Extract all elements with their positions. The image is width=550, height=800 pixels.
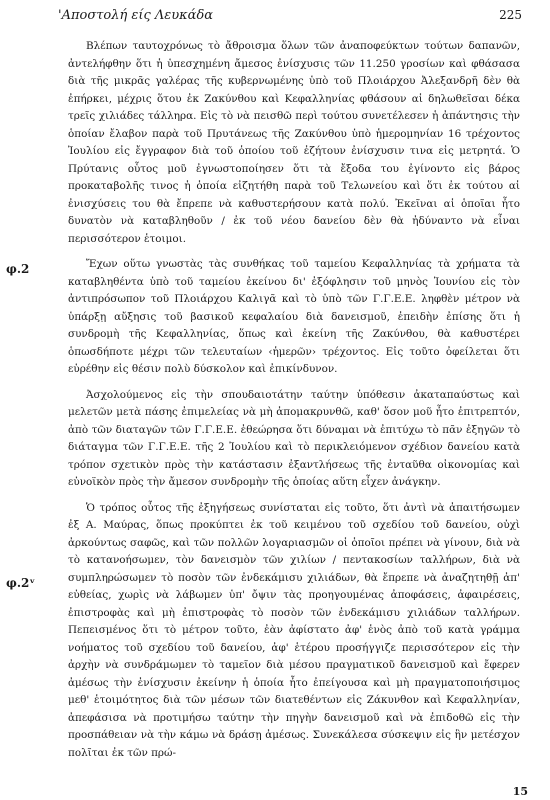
- body-text: [68, 38, 520, 770]
- signature-mark: 15: [512, 785, 528, 798]
- page-number: 225: [499, 8, 522, 22]
- paragraph: Ἔχων οὕτω γνωστὰς τὰς συνθήκας τοῦ ταμείου Κεφαλληνίας τὰ χρήματα τὰ καταβληθέντα ὑπὸ τοῦ ταμείου ἐκείνου δι' ἐξόφλησιν τοῦ μηνὸς Ἰουνίου εἰς τὸν ἀντιπρόσωπον τοῦ Πλοιάρχου Καλιγᾶ καὶ τὸ ὑπὸ τῶν Γ.Γ.Ε.Ε. ληφθὲν μέτρον νὰ ὑπάρξῃ αὔξησις τοῦ βασικοῦ κεφαλαίου διὰ δανεισμοῦ, ἐπειδὴν ἐπίσης ὅτι ἡ συνδρομὴ τῆς Κεφαλληνίας, ὅπως καὶ ἐκείνη τῆς Ζακύνθου, θὰ καθυστέρει ὁπωσδήποτε μέχρι τῶν τελευταίων ‹ἡμερῶν› τρέχοντος. Εἰς τοῦτο ὀφείλεται ὅτι εὑρέθην εἰς θέσιν πολὺ δύσκολον καὶ ἐπικίνδυνον.: [68, 258, 520, 375]
- running-header: [58, 8, 522, 28]
- paragraph: Ἀσχολούμενος εἰς τὴν σπουδαιοτάτην ταύτην ὑπόθεσιν ἀκαταπαύστως καὶ μελετῶν μετὰ πάσης ἐπιμελείας νὰ μὴ ἀπομακρυνθῶ, καθ' ὅσον μοῦ ἦτο ἐπιτρεπτόν, ἀπὸ τῶν διαταγῶν τῶν Γ.Γ.Ε.Ε. ἐθεώρησα ὅτι δύναμαι νὰ ἐπιτύχω τὸ πᾶν ἐξηγῶν τὸ διάταγμα τῶν Γ.Γ.Ε.Ε. τῆς 2 Ἰουλίου καὶ τὸ περικλειόμενον σχέδιον δανείου κατὰ τρόπον σχετικὸν πρὸς τὴν κατάστασιν ἐξαντλήσεως τῆς ἐνταῦθα οἰκονομίας καὶ εὐνοϊκὸν πρὸς τὴν ἄμεσον συνδρομὴν τῆς ὁποίας αὕτη εἶχεν ἀνάγκην.: [68, 388, 520, 488]
- paragraph: Βλέπων ταυτοχρόνως τὸ ἄθροισμα ὅλων τῶν ἀναποφεύκτων τούτων δαπανῶν, ἀντελήφθην ὅτι ἡ ὑπεσχημένη ἄμεσος ἐνίσχυσις τῶν 11.250 γροσίων καὶ φθάσασα διὰ τῆς μικρᾶς γαλέρας τῆς κυβερνωμένης ὑπὸ τοῦ Πλοιάρχου Ἀλεξανδρῆ δὲν θὰ ἐπήρκει, μέχρις ὅτου ἐκ Ζακύνθου καὶ Κεφαλληνίας φθάσουν αἱ δηλωθεῖσαι δέκα τρεῖς χιλιάδες τάλληρα. Εἰς τὸ νὰ πεισθῶ περὶ τούτου συνετέλεσεν ἡ ἀπάντησις τὴν ὁποίαν ἔλαβον παρὰ τοῦ Πρυτάνεως τῆς Ζακύνθου ὑπὸ ἡμερομηνίαν 16 τρέχοντος Ἰουλίου εἰς ἔγγραφον διὰ τοῦ ὁποίου τοῦ ἐζήτουν ἐνίσχυσιν τινα εἰς μετρητά. Ὁ Πρύτανις οὗτος μοῦ ἐγνωστοποίησεν ὅτι τὰ ἔξοδα του ἐγίνοντο εἰς βάρος προκαταβολῆς τινος ἡ ὁποία εἰζητήθη παρὰ τοῦ Τελωνείου καὶ ὅτι ἐκ τούτου αἱ ἐνισχύσεις του θὰ ἔπρεπε νὰ καθυστερήσουν κατὰ πολύ. Ἐκεῖναι αἱ ὁποῖαι ἦτο δυνατὸν νὰ καταβληθοῦν / ἐκ τοῦ νέου δανείου δὲν θὰ ἠδύναντο νὰ εἶναι περισσότερον ἑτοιμοι.: [68, 40, 520, 245]
- margin-folio-note: φ.2ᵛ: [6, 576, 36, 590]
- running-title: 'Αποστολή είς Λευκάδα: [58, 8, 214, 23]
- margin-folio-note: φ.2: [6, 262, 30, 276]
- paragraph: Ὁ τρόπος οὗτος τῆς ἐξηγήσεως συνίσταται εἰς τοῦτο, ὅτι ἀντὶ νὰ ἀπαιτήσωμεν ἐξ Α. Μαύρας, ὅπως προκύπτει ἐκ τοῦ κειμένου τοῦ σχεδίου τοῦ δανείου, οὐχὶ ἀρκούντως σαφῶς, καὶ τῶν πολλῶν λογαριασμῶν οἱ ὁποῖοι πρέπει νὰ γίνουν, διὰ νὰ τὸ κατανοήσωμεν, τὸν δανεισμὸν τῶν χιλίων / πεντακοσίων ταλλήρων, διὰ νὰ συμπληρώσωμεν τὸ ποσὸν τῶν ἐνδεκάμισυ χιλιάδων, θὰ ἔπρεπε νὰ ἀναζητηθῇ ἀπ' εὐθείας, χωρὶς νὰ λάβωμεν ὑπ' ὄψιν τὰς προηγουμένας ἀποφάσεις, ἀφαιρέσεις, ἐπιστροφὰς καὶ μὴ ἐπιστροφὰς τὸ ποσὸν τῶν ἐνδεκάμισυ χιλιάδων ταλλήρων. Πεπεισμένος ὅτι τὸ μέτρον τοῦτο, ἐὰν ἀφίστατο ἀφ' ἑνὸς ἀπὸ τοῦ κατὰ γράμμα νοήματος τοῦ σχεδίου τοῦ δανείου, ἀφ' ἑτέρου προσήγγιζε περισσότερον εἰς τὴν ἀρχὴν νὰ συνδράμωμεν τὸ ταμεῖον διὰ μέσου πραγματικοῦ δανεισμοῦ καὶ ἔφερεν ἀμέσως τὴν ἐνίσχυσιν ἐκείνην ἡ ὁποία ἦτο ἐπείγουσα καὶ μὴ πραγματοποιήσιμος μεθ' ἑτοιμότητος διὰ τῶν μέσων τῶν διατεθέντων εἰς Ζάκυνθον καὶ Κεφαλληνίαν, ἀπεφάσισα νὰ προτιμήσω ταύτην τὴν πηγὴν δανεισμοῦ καὶ νὰ ἐπιδοθῶ εἰς τὴν προσπάθειαν νὰ τὴν κάμω νὰ δράσῃ ἀμέσως. Συνεκάλεσα σύσκεψιν εἰς ἣν μετέσχον πολῖται ἐκ τῶν πρώ-: [68, 501, 520, 759]
